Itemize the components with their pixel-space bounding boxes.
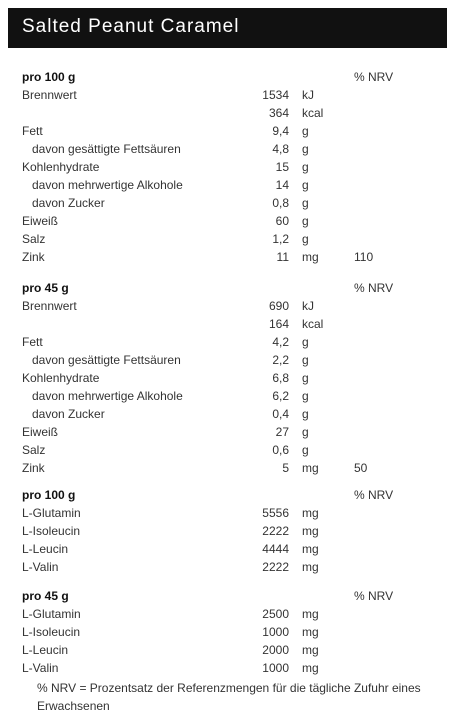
section-header: pro 45 g xyxy=(22,281,69,295)
nutrient-row xyxy=(0,297,455,315)
nutrient-label: Salz xyxy=(22,443,46,457)
nutrition-section xyxy=(0,486,455,576)
nutrient-label: L-Leucin xyxy=(22,542,69,556)
nutrient-label: L-Glutamin xyxy=(22,506,81,520)
nutrient-value: 2000 xyxy=(262,643,289,657)
nutrient-value: 1,2 xyxy=(272,232,289,246)
nutrient-value: 9,4 xyxy=(272,124,289,138)
nutrient-nrv: 50 xyxy=(354,461,368,475)
nutrient-label: Zink xyxy=(22,461,45,475)
nutrient-value: 15 xyxy=(275,160,289,174)
nutrient-value: 2222 xyxy=(262,560,289,574)
nutrient-row xyxy=(0,212,455,230)
nutrient-value: 60 xyxy=(275,214,289,228)
nutrient-value: 6,8 xyxy=(272,371,289,385)
nutrient-value: 4,2 xyxy=(272,335,289,349)
nutrient-row xyxy=(0,86,455,104)
nutrient-row xyxy=(0,441,455,459)
nutrient-value: 690 xyxy=(268,299,289,313)
nutrient-unit: g xyxy=(302,335,309,349)
nutrient-value: 1000 xyxy=(262,661,289,675)
nutrient-value: 14 xyxy=(275,178,289,192)
nutrient-value: 2222 xyxy=(262,524,289,538)
product-title: Salted Peanut Caramel xyxy=(22,16,240,37)
footnote: % NRV = Prozentsatz der Referenzmengen für die tägliche Zufuhr eines Erwachsenen xyxy=(37,681,421,713)
nutrient-value: 2,2 xyxy=(272,353,289,367)
nutrient-unit: g xyxy=(302,232,309,246)
nutrient-row xyxy=(0,605,455,623)
nutrient-label: Fett xyxy=(22,124,43,138)
nutrient-row xyxy=(0,459,455,477)
nutrient-label: davon mehrwertige Alkohole xyxy=(32,178,183,192)
section-header-row xyxy=(0,68,455,86)
nutrient-unit: g xyxy=(302,124,309,138)
nutrient-row xyxy=(0,387,455,405)
nutrient-label: L-Glutamin xyxy=(22,607,81,621)
nutrient-value: 5 xyxy=(282,461,289,475)
nutrient-label: Eiweiß xyxy=(22,214,59,228)
nutrient-row xyxy=(0,369,455,387)
nutrient-value: 1000 xyxy=(262,625,289,639)
nutrient-row xyxy=(0,194,455,212)
nutrient-value: 11 xyxy=(276,250,289,264)
nutrient-row xyxy=(0,333,455,351)
nutrient-label: Kohlenhydrate xyxy=(22,160,100,174)
nutrient-value: 0,4 xyxy=(272,407,289,421)
nutrient-unit: g xyxy=(302,443,309,457)
nutrition-section xyxy=(0,279,455,477)
section-header-row xyxy=(0,486,455,504)
section-header-row xyxy=(0,279,455,297)
nutrient-unit: mg xyxy=(302,661,319,675)
nutrient-label: Brennwert xyxy=(22,299,77,313)
nutrient-unit: g xyxy=(302,196,309,210)
nutrient-row xyxy=(0,248,455,266)
nutrient-label: L-Valin xyxy=(22,560,59,574)
nutrient-row xyxy=(0,230,455,248)
nutrient-value: 27 xyxy=(275,425,289,439)
nutrient-unit: mg xyxy=(302,542,319,556)
nutrient-unit: g xyxy=(302,389,309,403)
nutrient-unit: mg xyxy=(302,506,319,520)
nutrient-label: Salz xyxy=(22,232,46,246)
nutrient-value: 4444 xyxy=(262,542,289,556)
nutrient-unit: mg xyxy=(302,524,319,538)
nutrient-row xyxy=(0,176,455,194)
nutrient-unit: g xyxy=(302,407,309,421)
nutrient-value: 0,8 xyxy=(272,196,289,210)
nutrient-value: 2500 xyxy=(262,607,289,621)
nutrient-label: Eiweiß xyxy=(22,425,59,439)
nutrient-label: L-Valin xyxy=(22,661,59,675)
nutrient-label: L-Isoleucin xyxy=(22,524,81,538)
nutrient-unit: g xyxy=(302,425,309,439)
nutrient-row xyxy=(0,122,455,140)
nutrient-value: 1534 xyxy=(262,88,289,102)
nutrient-unit: g xyxy=(302,178,309,192)
nutrient-value: 364 xyxy=(268,106,289,120)
nutrient-value: 4,8 xyxy=(272,142,289,156)
nutrient-label: davon mehrwertige Alkohole xyxy=(32,389,183,403)
nutrient-unit: g xyxy=(302,353,309,367)
nutrient-row xyxy=(0,623,455,641)
nutrient-row xyxy=(0,504,455,522)
nutrient-row xyxy=(0,351,455,369)
nutrient-unit: kcal xyxy=(302,317,324,331)
nutrient-label: Zink xyxy=(22,250,45,264)
nutrient-label: davon gesättigte Fettsäuren xyxy=(32,353,181,367)
nutrient-label: L-Leucin xyxy=(22,643,69,657)
nutrient-label: L-Isoleucin xyxy=(22,625,81,639)
nutrient-label: davon gesättigte Fettsäuren xyxy=(32,142,181,156)
nrv-header: % NRV xyxy=(354,70,394,84)
nutrient-row xyxy=(0,158,455,176)
nutrition-section xyxy=(0,68,455,266)
nutrition-section xyxy=(0,587,455,677)
nutrient-label: Kohlenhydrate xyxy=(22,371,100,385)
nutrient-label: Fett xyxy=(22,335,43,349)
nutrient-label: davon Zucker xyxy=(32,196,105,210)
nutrient-unit: mg xyxy=(302,607,319,621)
section-header: pro 100 g xyxy=(22,488,76,502)
nutrient-unit: mg xyxy=(302,461,319,475)
nrv-header: % NRV xyxy=(354,589,394,603)
nutrient-value: 6,2 xyxy=(272,389,289,403)
nutrient-unit: g xyxy=(302,160,309,174)
nutrient-value: 164 xyxy=(268,317,289,331)
nutrient-row xyxy=(0,641,455,659)
nutrient-unit: kcal xyxy=(302,106,324,120)
nutrient-unit: g xyxy=(302,214,309,228)
nutrient-row xyxy=(0,140,455,158)
nutrient-row xyxy=(0,315,455,333)
section-header: pro 100 g xyxy=(22,70,76,84)
nutrient-unit: mg xyxy=(302,250,319,264)
nutrient-value: 0,6 xyxy=(272,443,289,457)
nutrient-row xyxy=(0,659,455,677)
nutrient-unit: g xyxy=(302,371,309,385)
nrv-header: % NRV xyxy=(354,488,394,502)
nutrient-label: Brennwert xyxy=(22,88,77,102)
nutrient-label: davon Zucker xyxy=(32,407,105,421)
nutrient-value: 5556 xyxy=(262,506,289,520)
nutrient-nrv: 110 xyxy=(354,250,374,264)
nutrient-unit: mg xyxy=(302,643,319,657)
nutrient-unit: mg xyxy=(302,560,319,574)
nutrient-row xyxy=(0,558,455,576)
nutrient-unit: kJ xyxy=(302,299,314,313)
section-header-row xyxy=(0,587,455,605)
nutrient-row xyxy=(0,540,455,558)
nutrient-row xyxy=(0,405,455,423)
nutrient-unit: mg xyxy=(302,625,319,639)
title-bar xyxy=(8,8,447,48)
section-header: pro 45 g xyxy=(22,589,69,603)
nutrient-unit: kJ xyxy=(302,88,314,102)
nutrient-row xyxy=(0,423,455,441)
nutrient-row xyxy=(0,104,455,122)
nutrient-unit: g xyxy=(302,142,309,156)
nutrient-row xyxy=(0,522,455,540)
nrv-header: % NRV xyxy=(354,281,394,295)
